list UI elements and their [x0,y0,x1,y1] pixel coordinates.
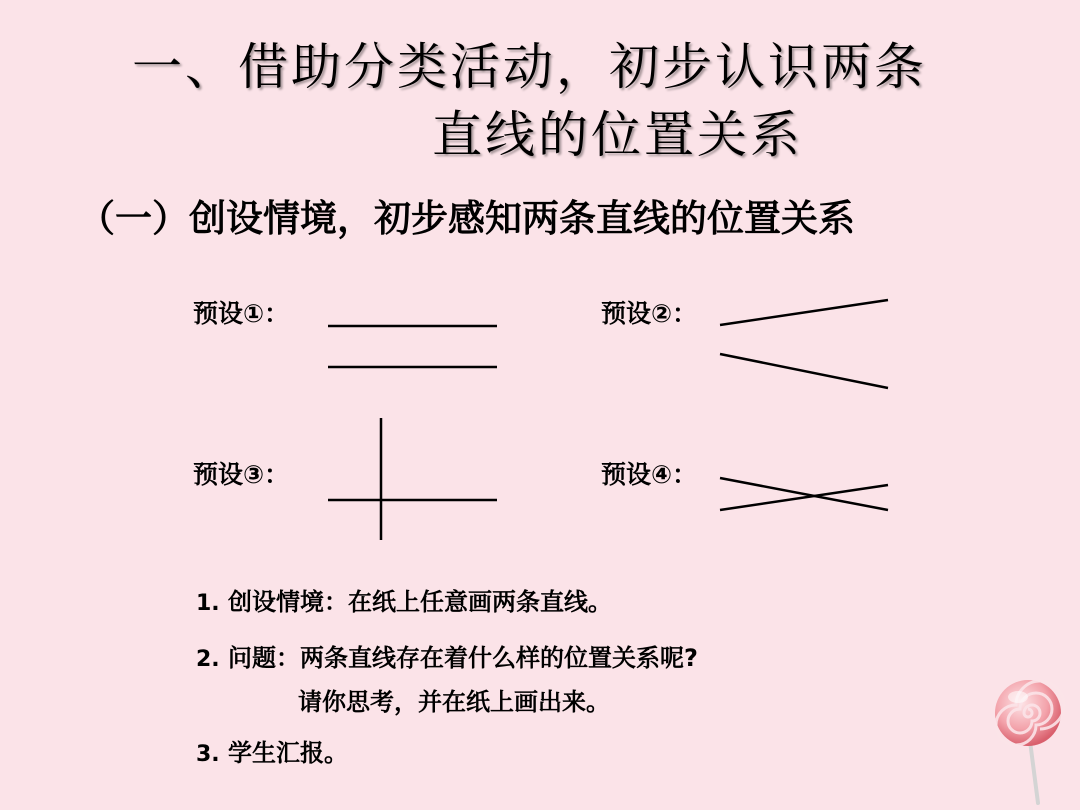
lollipop-icon [990,675,1070,805]
preset-label-4: 预设④： [601,460,698,489]
preset-2-line-bottom [720,354,888,388]
preset-label-2: 预设②： [601,299,698,328]
list-item-3 [196,741,348,766]
list-item-1 [196,590,612,615]
list-item-2 [196,646,698,671]
list-item-text: 学生汇报。 [228,739,349,767]
preset-2-line-top [720,300,888,325]
list-item-2-continuation [298,690,610,714]
list-item-text: 创设情境：在纸上任意画两条直线。 [228,588,613,616]
diagram-crossing-lines [720,478,888,510]
list-item-number: 3. [196,742,220,767]
diagram-parallel-horizontal [328,326,497,367]
preset-label-3: 预设③： [193,460,290,489]
list-item-number: 1. [196,591,220,616]
page-title-line-1: 一、借助分类活动，初步认识两条 [132,38,927,96]
list-item-text: 请你思考，并在纸上画出来。 [298,688,610,716]
section-heading: （一）创设情境，初步感知两条直线的位置关系 [78,197,855,240]
preset-label-1: 预设①： [193,299,290,328]
diagram-diverging-lines [720,300,888,388]
list-item-number: 2. [196,647,220,672]
diagram-perpendicular-lines [328,418,497,540]
list-item-text: 问题：两条直线存在着什么样的位置关系呢? [228,644,698,672]
page-title-line-2: 直线的位置关系 [432,106,803,164]
